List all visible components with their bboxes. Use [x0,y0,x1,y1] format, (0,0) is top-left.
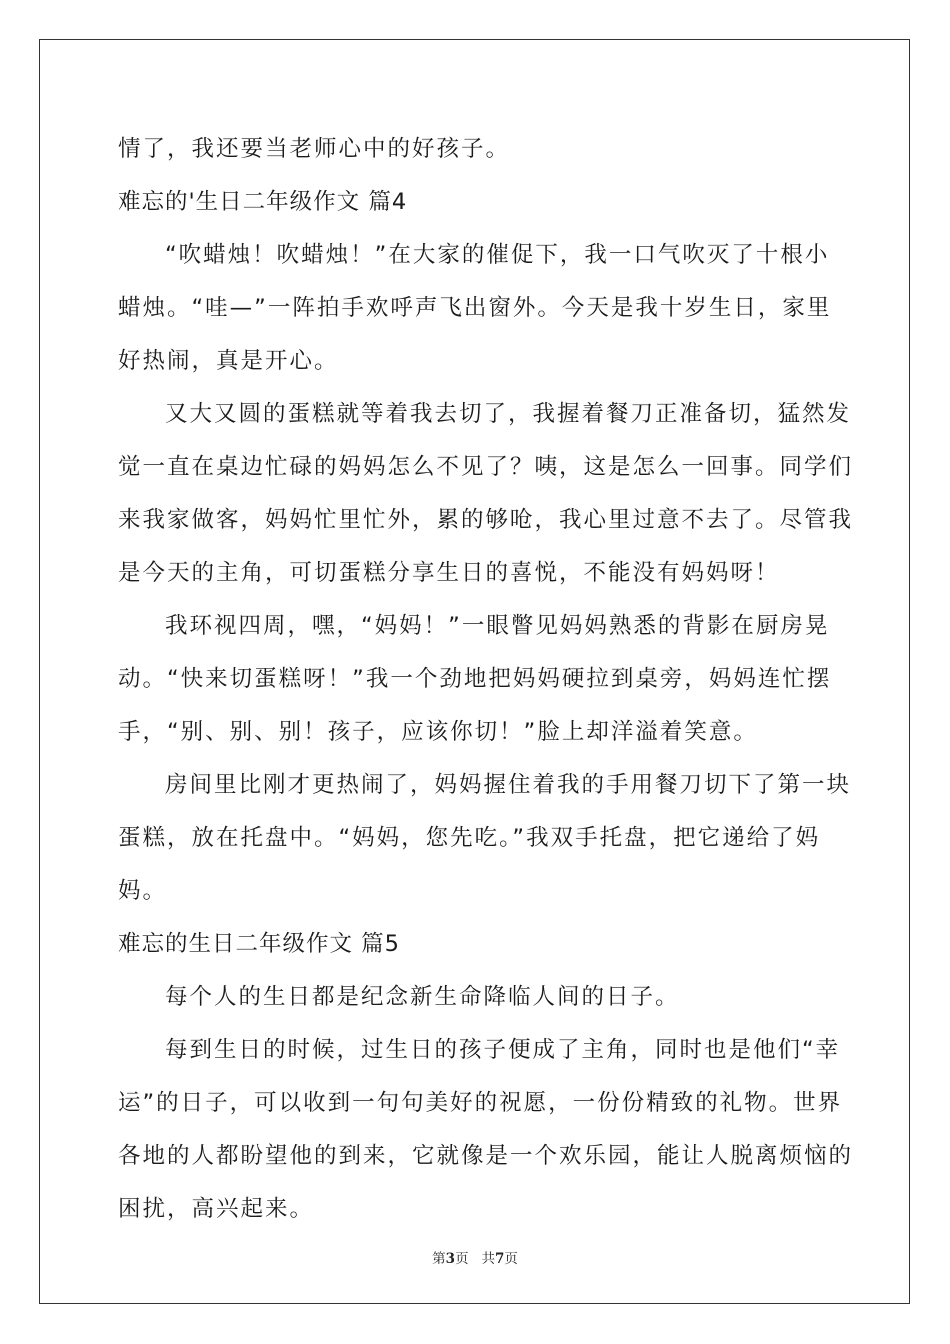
text-line: 运”的日子，可以收到一句句美好的祝愿，一份份精致的礼物。世界 [118,1090,843,1116]
text-line: 各地的人都盼望他的到来，它就像是一个欢乐园，能让人脱离烦恼的 [118,1143,854,1169]
text-line: 好热闹，真是开心。 [118,348,339,374]
page-footer [0,1247,950,1267]
page-number: 3 [445,1251,456,1267]
paragraph-start: 每到生日的时候，过生日的孩子便成了主角，同时也是他们“幸 [165,1037,841,1063]
section-heading: 难忘的'生日二年级作文 篇4 [118,189,408,215]
paragraph-start: 又大又圆的蛋糕就等着我去切了，我握着餐刀正准备切，猛然发 [165,401,852,427]
text-line: 困扰，高兴起来。 [118,1196,315,1222]
total-pages-suffix: 页 [504,1251,518,1267]
total-pages: 7 [494,1251,505,1267]
text-line: 动。“快来切蛋糕呀！”我一个劲地把妈妈硬拉到桌旁，妈妈连忙摆 [118,666,832,692]
page-number-prefix: 第 [432,1251,446,1267]
paragraph-start: 我环视四周，嘿，“妈妈！”一眼瞥见妈妈熟悉的背影在厨房晃 [165,613,830,639]
paragraph-start: “吹蜡烛！吹蜡烛！”在大家的催促下，我一口气吹灭了十根小 [165,242,830,268]
text-line: 觉一直在桌边忙碌的妈妈怎么不见了？咦，这是怎么一回事。同学们 [118,454,854,480]
text-line: 蜡烛。“哇—”一阵拍手欢呼声飞出窗外。今天是我十岁生日，家里 [118,295,832,321]
paragraph-start: 每个人的生日都是纪念新生命降临人间的日子。 [165,984,680,1010]
text-line: 妈。 [118,878,168,904]
document-body [118,123,854,1236]
paragraph-start: 房间里比刚才更热闹了，妈妈握住着我的手用餐刀切下了第一块 [165,772,852,798]
total-pages-prefix: 共 [481,1251,495,1267]
section-heading: 难忘的生日二年级作文 篇5 [118,931,400,957]
text-line: 情了，我还要当老师心中的好孩子。 [118,136,511,162]
text-line: 是今天的主角，可切蛋糕分享生日的喜悦，不能没有妈妈呀！ [118,560,780,586]
page-number-suffix: 页 [455,1251,469,1267]
text-line: 手，“别、别、别！孩子，应该你切！”脸上却洋溢着笑意。 [118,719,758,745]
text-line: 蛋糕，放在托盘中。“妈妈，您先吃。”我双手托盘，把它递给了妈 [118,825,821,851]
text-line: 来我家做客，妈妈忙里忙外，累的够呛，我心里过意不去了。尽管我 [118,507,854,533]
